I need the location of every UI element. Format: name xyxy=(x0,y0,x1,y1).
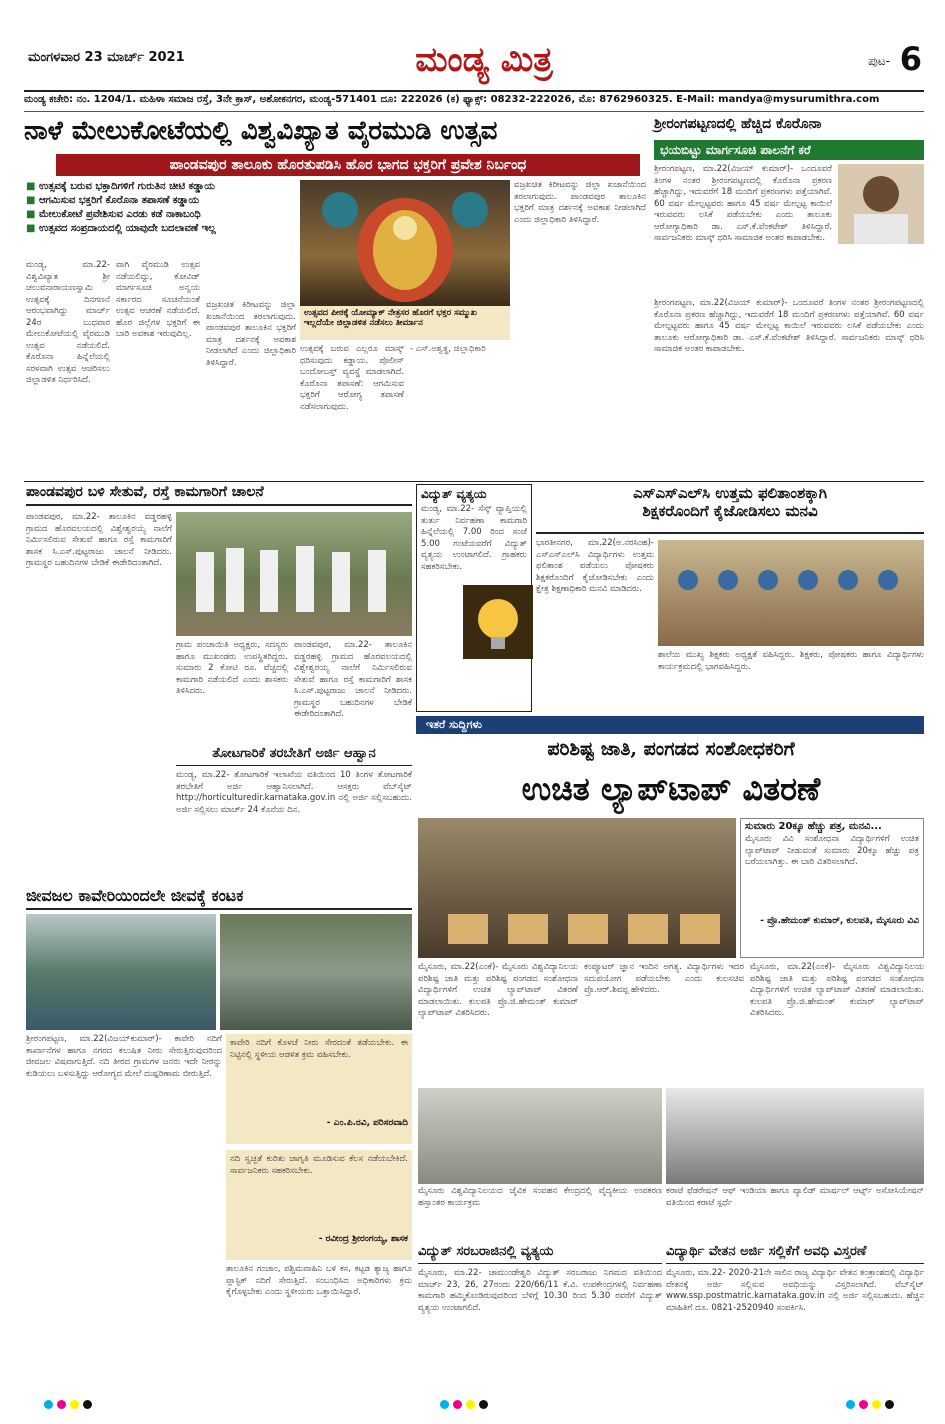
office-address: ಮಂಡ್ಯ ಕಚೇರಿ: ನಂ. 1204/1. ಮಹಿಳಾ ಸಮಾಜ ರಸ್ತೆ, 3ನೇ ಕ್ರಾಸ್, ಅಶೋಕನಗರ, ಮಂಡ್ಯ-571401 ದೂ: 222026 (ಕ) ಫ್ಯಾಕ್ಸ್: 08232-222026, ಮೊ: 8762960325. E-Mail: mandya@mysurumithra.com xyxy=(24,94,924,112)
karate-photo xyxy=(666,1088,924,1184)
lead-body-col2: ವಾಗಿ ವೈರಮುಡಿ ಉತ್ಸವ ನಡೆಯಲಿದ್ದು, ಕೋವಿಡ್ ಮಾರ್ಗಸೂಚಿ ಅನ್ವಯ ಸರ್ಕಾರದ ಸೂಚನೆಯಂತೆ ಉತ್ಸವ ಆಚರಣೆ ನಡೆಯಲಿದೆ. ಹೊರ ಜಿಲ್ಲೆಗಳ ಭಕ್ತರಿಗೆ ಈ ಬಾರಿ ಅವಕಾಶ ಇರುವುದಿಲ್ಲ. xyxy=(116,260,200,339)
laptop-body: ಮೈಸೂರು, ಮಾ.22(ಎಂಕೆ)- ಮೈಸೂರು ವಿಶ್ವವಿದ್ಯಾನಿಲಯ ಪರಿಶಿಷ್ಟ ಜಾತಿ ಮತ್ತು ಪರಿಶಿಷ್ಟ ಪಂಗಡದ ಸಂಶೋಧನಾ ವಿದ್ಯಾರ್ಥಿಗಳಿಗೆ ಉಚಿತ ಲ್ಯಾಪ್‌ಟಾಪ್ ವಿತರಣೆ ಮಾಡಲಾಯಿತು. ಕುಲಪತಿ ಪ್ರೊ.ಜಿ.ಹೇಮಂತ್ ಕುಮಾರ್ ಲ್ಯಾಪ್‌ಟಾಪ್ ವಿತರಿಸಿದರು. xyxy=(418,962,578,1018)
bulb-photo xyxy=(463,585,533,659)
officer-portrait xyxy=(838,164,924,244)
corona-headline: ಶ್ರೀರಂಗಪಟ್ಟಣದಲ್ಲಿ ಹೆಚ್ಚಿದ ಕೊರೊನಾ xyxy=(654,116,822,132)
bullet-item: ■ ಉತ್ಸವಕ್ಕೆ ಬರುವ ಭಕ್ತಾದಿಗಳಿಗೆ ಗುರುತಿನ ಚೀಟಿ ಕಡ್ಡಾಯ xyxy=(26,181,215,192)
sslc-header xyxy=(536,484,924,534)
cauvery-body-2: ತಾಲೂಕಿನ ಗಂಜಾಂ, ಪಶ್ಚಿಮವಾಹಿನಿ ಬಳಿ ಕಸ, ಕಟ್ಟಡ ತ್ಯಾಜ್ಯ ಹಾಗೂ ಪ್ಲಾಸ್ಟಿಕ್ ನದಿಗೆ ಸೇರುತ್ತಿದೆ. ಸಂಬಂಧಿಸಿದ ಅಧಿಕಾರಿಗಳು ಕ್ರಮ ಕೈಗೊಳ್ಳಬೇಕು ಎಂದು ಸ್ಥಳೀಯರು ಒತ್ತಾಯಿಸಿದ್ದಾರೆ. xyxy=(226,1264,412,1297)
sslc-headline-1: ಎಸ್‌ಎಸ್‌ಎಲ್‌ಸಿ ಉತ್ತಮ ಫಲಿತಾಂಶಕ್ಕಾಗಿ xyxy=(633,484,827,502)
quote-2-sign: - ರವೀಂದ್ರ ಶ್ರೀರಂಗಯ್ಯ, ಶಾಸಕ xyxy=(318,1234,408,1244)
scholar-body: ಮೈಸೂರು, ಮಾ.22- 2020-21ನೇ ಸಾಲಿನ ರಾಜ್ಯ ವಿದ್ಯಾರ್ಥಿ ವೇತನ ತಂತ್ರಾಂಶದಲ್ಲಿ ವಿದ್ಯಾರ್ಥಿ ವೇತನಕ್ಕೆ ಅರ್ಜಿ ಸಲ್ಲಿಸುವ ಅವಧಿಯನ್ನು ವಿಸ್ತರಿಸಲಾಗಿದೆ. ವೆಬ್‌ಸೈಟ್ www.ssp.postmatric.karnataka.gov.in ನಲ್ಲಿ ಅರ್ಜಿ ಸಲ್ಲಿಸಬಹುದು. ಹೆಚ್ಚಿನ ಮಾಹಿತಿಗೆ ದೂ. 0821-2520940 ಸಂಪರ್ಕಿಸಿ. xyxy=(666,1268,924,1313)
corona-subhead: ಭಯಬಿಟ್ಟು ಮಾರ್ಗಸೂಚಿ ಪಾಲನೆಗೆ ಕರೆ xyxy=(654,140,924,160)
lead-headline: ನಾಳೆ ಮೇಲುಕೋಟೆಯಲ್ಲಿ ವಿಶ್ವವಿಖ್ಯಾತ ವೈರಮುಡಿ ಉತ್ಸವ xyxy=(24,116,498,146)
cauvery-headline: ಜೀವಜಲ ಕಾವೇರಿಯಿಂದಲೇ ಜೀವಕ್ಕೆ ಕಂಟಕ xyxy=(26,886,412,910)
sslc-body-2: ಶಾಲೆಯ ಮುಖ್ಯ ಶಿಕ್ಷಕರು ಅಧ್ಯಕ್ಷತೆ ವಹಿಸಿದ್ದರು. ಶಿಕ್ಷಕರು, ಪೋಷಕರು ಹಾಗೂ ವಿದ್ಯಾರ್ಥಿಗಳು ಕಾರ್ಯಕ್ರಮದಲ್ಲಿ ಭಾಗವಹಿಸಿದ್ದರು. xyxy=(658,650,924,672)
color-registration-marks xyxy=(440,1400,500,1412)
power2-headline: ವಿದ್ಯುತ್ ಸರಬರಾಜಿನಲ್ಲಿ ವ್ಯತ್ಯಯ xyxy=(418,1244,662,1264)
page-number: 6 xyxy=(899,40,922,78)
quote-1-text: ಕಾವೇರಿ ನದಿಗೆ ಕೊಳಚೆ ನೀರು ಸೇರದಂತೆ ತಡೆಯಬೇಕು. ಈ ನಿಟ್ಟಿನಲ್ಲಿ ಸ್ಥಳೀಯ ಆಡಳಿತ ಕ್ರಮ ವಹಿಸಬೇಕು. xyxy=(230,1038,408,1060)
laptop-side-sign: - ಪ್ರೊ.ಹೇಮಂತ್ ಕುಮಾರ್, ಕುಲಪತಿ, ಮೈಸೂರು ವಿವಿ xyxy=(760,916,919,926)
laptop-side-body: ಮೈಸೂರು ವಿವಿ ಸಂಶೋಧನಾ ವಿದ್ಯಾರ್ಥಿಗಳಿಗೆ ಉಚಿತ ಲ್ಯಾಪ್‌ಟಾಪ್ ನೀಡುವಂತೆ ಸುಮಾರು 20ಕ್ಕೂ ಹೆಚ್ಚು ಪತ್ರ ಬರೆಯಲಾಗಿತ್ತು. ಈ ಬಾರಿ ವಿತರಿಸಲಾಗಿದೆ. xyxy=(745,834,919,867)
page-label: ಪುಟ- xyxy=(868,54,890,68)
bridge-photo xyxy=(176,512,412,636)
horti-headline: ತೋಟಗಾರಿಕೆ ತರಬೇತಿಗೆ ಅರ್ಜಿ ಆಹ್ವಾನ xyxy=(176,746,412,766)
lead-body-col5: ವಜ್ರಖಚಿತ ಕಿರೀಟವನ್ನು ಜಿಲ್ಲಾ ಖಜಾನೆಯಿಂದ ತರಲಾಗುವುದು. ಪಾಂಡವಪುರ ತಾಲೂಕಿನ ಭಕ್ತರಿಗೆ ಮಾತ್ರ ದರ್ಶನಕ್ಕೆ ಅವಕಾಶ ನೀಡಲಾಗಿದೆ ಎಂದು ಜಿಲ್ಲಾಧಿಕಾರಿ ತಿಳಿಸಿದ್ದಾರೆ. xyxy=(514,180,646,225)
newspaper-logo: ಮಂಡ್ಯ ಮಿತ್ರ xyxy=(415,40,553,80)
quote-2-text: ನದಿ ಸ್ವಚ್ಛತೆ ಕುರಿತು ಜಾಗೃತಿ ಮೂಡಿಸುವ ಕೆಲಸ ನಡೆಯಬೇಕಿದೆ. ಸಾರ್ವಜನಿಕರು ಸಹಕರಿಸಬೇಕು. xyxy=(230,1154,408,1176)
laptop-body-3: ಮೈಸೂರು, ಮಾ.22(ಎಂಕೆ)- ಮೈಸೂರು ವಿಶ್ವವಿದ್ಯಾನಿಲಯ ಪರಿಶಿಷ್ಟ ಜಾತಿ ಮತ್ತು ಪರಿಶಿಷ್ಟ ಪಂಗಡದ ಸಂಶೋಧನಾ ವಿದ್ಯಾರ್ಥಿಗಳಿಗೆ ಉಚಿತ ಲ್ಯಾಪ್‌ಟಾಪ್ ವಿತರಣೆ ಮಾಡಲಾಯಿತು. ಕುಲಪತಿ ಪ್ರೊ.ಜಿ.ಹೇಮಂತ್ ಕುಮಾರ್ ಲ್ಯಾಪ್‌ಟಾಪ್ ವಿತರಿಸಿದರು. xyxy=(750,962,924,1018)
deity-photo-caption: ಉತ್ಸವದ ಪೀಠಕ್ಕೆ ಯೋಮ್ಯಾಕ್ ನೇತ್ರಸರ ಹೊರಗೆ ಭಕ್ತರ ಸಮ್ಮುಖ ಇಲ್ಲದೆಯೇ ಜಿಲ್ಲಾಡಳಿತ ನಡೆಸಲು ತೀರ್ಮಾನ xyxy=(300,306,510,340)
power-headline: ವಿದ್ಯುತ್ ವ್ಯತ್ಯಯ xyxy=(421,487,487,501)
other-news-label: ಇತರೆ ಸುದ್ದಿಗಳು xyxy=(416,716,924,734)
karate-caption: ಕರಾಟೆ ಫೆಡರೇಷನ್ ಆಫ್ ಇಂಡಿಯಾ ಹಾಗೂ ವ್ಯಾಲಿಡ್ ಮಾರ್ಷಲ್ ಆರ್ಟ್ಸ್ ಅಸೋಸಿಯೇಷನ್ ವತಿಯಿಂದ ಕರಾಟೆ ಸ್ಪರ್ಧೆ xyxy=(666,1186,924,1208)
cauvery-quote-2 xyxy=(226,1150,412,1260)
equipment-caption: ಮೈಸೂರು ವಿಶ್ವವಿದ್ಯಾನಿಲಯದ ಜೈವಿಕ ಸಂವಹನ ಕೇಂದ್ರದಲ್ಲಿ ವೈದ್ಯಕೀಯ ಉಪಕರಣ ಹಸ್ತಾಂತರ ಕಾರ್ಯಕ್ರಮ xyxy=(418,1186,662,1208)
power2-body: ಮೈಸೂರು, ಮಾ.22- ಚಾಮುಂಡೇಶ್ವರಿ ವಿದ್ಯುತ್ ಸರಬರಾಜು ನಿಗಮದ ವತಿಯಿಂದ ಮಾರ್ಚ್ 23, 26, 27ರಂದು 220/66/11 ಕೆ.ವಿ. ಉಪಕೇಂದ್ರಗಳಲ್ಲಿ ನಿರ್ವಹಣಾ ಕಾಮಗಾರಿ ಹಮ್ಮಿಕೊಂಡಿರುವುದರಿಂದ ಬೆಳಿಗ್ಗೆ 10.30 ರಿಂದ 5.30 ರವರೆಗೆ ವಿದ್ಯುತ್ ವ್ಯತ್ಯಯ ಉಂಟಾಗಲಿದೆ. xyxy=(418,1268,662,1313)
bullet-item: ■ ಉತ್ಸವದ ಸಂಪ್ರದಾಯದಲ್ಲಿ ಯಾವುದೇ ಬದಲಾವಣೆ ಇಲ್ಲ xyxy=(26,223,216,234)
lead-bullets xyxy=(26,180,296,254)
sslc-body: ಭಾರತೀನಗರ, ಮಾ.22(ಅ.ನರಸಿಂಹ)- ಎಸ್‌ಎಸ್‌ಎಲ್‌ಸಿ ವಿದ್ಯಾರ್ಥಿಗಳು ಉತ್ತಮ ಫಲಿತಾಂಶ ಪಡೆಯಲು ಪೋಷಕರು ಶಿಕ್ಷಕರೊಂದಿಗೆ ಕೈಜೋಡಿಸಬೇಕು ಎಂದು ಕ್ಷೇತ್ರ ಶಿಕ್ಷಣಾಧಿಕಾರಿ ಮನವಿ ಮಾಡಿದರು. xyxy=(536,538,654,594)
quote-1-sign: - ಎಂ.ಪಿ.ರವಿ, ಪರಿಸರವಾದಿ xyxy=(326,1118,408,1128)
bulb-icon xyxy=(463,585,533,659)
equipment-photo xyxy=(418,1088,662,1184)
corona-body: ಶ್ರೀರಂಗಪಟ್ಟಣ, ಮಾ.22(ವಿಜಯ್ ಕುಮಾರ್)- ಒಂದೂವರೆ ತಿಂಗಳ ನಂತರ ಶ್ರೀರಂಗಪಟ್ಟಣದಲ್ಲಿ ಕೊರೊನಾ ಪ್ರಕರಣ ಹೆಚ್ಚಾಗಿದ್ದು, ಇದುವರೆಗೆ 18 ಮಂದಿಗೆ ಪ್ರಕರಣಗಳು ಪತ್ತೆಯಾಗಿವೆ. 60 ವರ್ಷ ಮೇಲ್ಪಟ್ಟವರು ಹಾಗೂ 45 ವರ್ಷ ಮೇಲ್ಪಟ್ಟ ಕಾಯಿಲೆ ಇರುವವರು ಲಸಿಕೆ ಪಡೆಯಬೇಕು ಎಂದು ತಾಲೂಕು ಆರೋಗ್ಯಾಧಿಕಾರಿ ಡಾ. ಎಸ್.ಕೆ.ವೆಂಕಟೇಶ್ ತಿಳಿಸಿದ್ದಾರೆ. ಸಾರ್ವಜನಿಕರು ಮಾಸ್ಕ್ ಧರಿಸಿ ಸಾಮಾಜಿಕ ಅಂತರ ಕಾಪಾಡಬೇಕು. xyxy=(654,164,832,243)
sslc-headline-2: ಶಿಕ್ಷಕರೊಂದಿಗೆ ಕೈಜೋಡಿಸಲು ಮನವಿ xyxy=(642,502,818,520)
lead-body-col4: ಉತ್ಸವಕ್ಕೆ ಬರುವ ಎಲ್ಲರೂ ಮಾಸ್ಕ್ ಧರಿಸುವುದು ಕಡ್ಡಾಯ. ಪೊಲೀಸ್ ಬಂದೋಬಸ್ತ್ ವ್ಯವಸ್ಥೆ ಮಾಡಲಾಗಿದೆ. ಕೊರೊನಾ ತಪಾಸಣೆ: ಆಗಮಿಸುವ ಭಕ್ತರಿಗೆ ಆರೋಗ್ಯ ತಪಾಸಣೆ ನಡೆಸಲಾಗುವುದು. xyxy=(300,344,404,412)
issue-date: ಮಂಗಳವಾರ 23 ಮಾರ್ಚ್ 2021 xyxy=(28,50,185,65)
river-photo-2 xyxy=(220,914,412,1030)
sslc-photo xyxy=(658,540,924,646)
laptop-body-2: ಕಂಪ್ಯೂಟರ್ ಜ್ಞಾನ ಇಂದಿನ ಅಗತ್ಯ. ವಿದ್ಯಾರ್ಥಿಗಳು ಇದರ ಸದುಪಯೋಗ ಪಡೆಯಬೇಕು ಎಂದು ಕುಲಸಚಿವ ಪ್ರೊ.ಆರ್.ಶಿವಪ್ಪ ಹೇಳಿದರು. xyxy=(584,962,744,995)
laptop-sidebox xyxy=(740,818,924,958)
color-registration-marks xyxy=(846,1400,906,1412)
laptop-headline-1: ಪರಿಶಿಷ್ಟ ಜಾತಿ, ಪಂಗಡದ ಸಂಶೋಧಕರಿಗೆ xyxy=(547,738,795,760)
power-box xyxy=(416,484,532,712)
bullet-item: ■ ಆಗಮಿಸುವ ಭಕ್ತರಿಗೆ ಕೊರೊನಾ ತಪಾಸಣೆ ಕಡ್ಡಾಯ xyxy=(26,195,200,206)
color-registration-marks xyxy=(44,1400,104,1412)
lead-subhead: ಪಾಂಡವಪುರ ತಾಲೂಕು ಹೊರತುಪಡಿಸಿ ಹೊರ ಭಾಗದ ಭಕ್ತರಿಗೆ ಪ್ರವೇಶ ನಿರ್ಬಂಧ xyxy=(56,154,640,176)
divider xyxy=(24,481,924,482)
scholar-headline: ವಿದ್ಯಾರ್ಥಿ ವೇತನ ಅರ್ಜಿ ಸಲ್ಲಿಕೆಗೆ ಅವಧಿ ವಿಸ್ತರಣೆ xyxy=(666,1244,924,1264)
bridge-body: ಪಾಂಡವಪುರ, ಮಾ.22- ತಾಲೂಕಿನ ವಡ್ಡರಹಳ್ಳಿ ಗ್ರಾಮದ ಹೊರವಲಯದಲ್ಲಿ ವಿಶ್ವೇಶ್ವರಯ್ಯ ನಾಲೆಗೆ ನಿರ್ಮಿಸಲಿರುವ ಸೇತುವೆ ಹಾಗೂ ರಸ್ತೆ ಕಾಮಗಾರಿಗೆ ಶಾಸಕ ಸಿ.ಎಸ್.ಪುಟ್ಟರಾಜು ಚಾಲನೆ ನೀಡಿದರು. ಗ್ರಾಮಸ್ಥರ ಬಹುದಿನಗಳ ಬೇಡಿಕೆ ಈಡೇರಿದಂತಾಗಿದೆ. xyxy=(26,512,172,568)
lead-byline: - ಎಸ್.ಅಶ್ವತ್ಥ, ಜಿಲ್ಲಾಧಿಕಾರಿ xyxy=(410,344,486,354)
cauvery-quote-1 xyxy=(226,1034,412,1144)
power-body: ಮಂಡ್ಯ, ಮಾ.22- ಸೆಸ್ಕ್ ವ್ಯಾಪ್ತಿಯಲ್ಲಿ ತುರ್ತು ನಿರ್ವಹಣಾ ಕಾಮಗಾರಿ ಹಿನ್ನೆಲೆಯಲ್ಲಿ 7.00 ರಿಂದ ಸಂಜೆ 5.00 ಗಂಟೆಯವರೆಗೆ ವಿದ್ಯುತ್ ವ್ಯತ್ಯಯ ಉಂಟಾಗಲಿದೆ. ಗ್ರಾಹಕರು ಸಹಕರಿಸಬೇಕು. xyxy=(421,504,527,572)
river-photo-1 xyxy=(26,914,216,1030)
cauvery-body: ಶ್ರೀರಂಗಪಟ್ಟಣ, ಮಾ.22(ವಿಜಯ್‌ಕುಮಾರ್)- ಕಾವೇರಿ ನದಿಗೆ ಕಾರ್ಖಾನೆಗಳ ಹಾಗೂ ನಗರದ ಕಲುಷಿತ ನೀರು ಸೇರುತ್ತಿರುವುದರಿಂದ ಜೀವಜಲ ವಿಷವಾಗುತ್ತಿದೆ. ನದಿ ತೀರದ ಗ್ರಾಮಗಳ ಜನರು ಇದೇ ನೀರನ್ನು ಕುಡಿಯಲು ಬಳಸುತ್ತಿದ್ದು ಆರೋಗ್ಯದ ಮೇಲೆ ದುಷ್ಪರಿಣಾಮ ಬೀರುತ್ತಿದೆ. xyxy=(26,1034,222,1079)
deity-photo xyxy=(300,180,510,306)
laptop-side-head: ಸುಮಾರು 20ಕ್ಕೂ ಹೆಚ್ಚು ಪತ್ರ, ಮನವಿ... xyxy=(745,821,882,832)
bridge-headline: ಪಾಂಡವಪುರ ಬಳಿ ಸೇತುವೆ, ರಸ್ತೆ ಕಾಮಗಾರಿಗೆ ಚಾಲನೆ xyxy=(26,484,412,506)
bridge-body-2: ಗ್ರಾಮ ಪಂಚಾಯಿತಿ ಅಧ್ಯಕ್ಷರು, ಸದಸ್ಯರು ಹಾಗೂ ಮುಖಂಡರು ಉಪಸ್ಥಿತರಿದ್ದರು. ಸುಮಾರು 2 ಕೋಟಿ ರೂ. ವೆಚ್ಚದಲ್ಲಿ ಕಾಮಗಾರಿ ನಡೆಯಲಿದೆ ಎಂದು ಶಾಸಕರು ತಿಳಿಸಿದರು. xyxy=(176,640,288,696)
lead-body-col3: ವಜ್ರಖಚಿತ ಕಿರೀಟವನ್ನು ಜಿಲ್ಲಾ ಖಜಾನೆಯಿಂದ ತರಲಾಗುವುದು. ಪಾಂಡವಪುರ ತಾಲೂಕಿನ ಭಕ್ತರಿಗೆ ಮಾತ್ರ ದರ್ಶನಕ್ಕೆ ಅವಕಾಶ ನೀಡಲಾಗಿದೆ ಎಂದು ಜಿಲ್ಲಾಧಿಕಾರಿ ತಿಳಿಸಿದ್ದಾರೆ. xyxy=(206,300,296,368)
masthead xyxy=(24,40,924,92)
bullet-item: ■ ಮೇಲುಕೋಟೆ ಪ್ರವೇಶಿಸುವ ಎರಡು ಕಡೆ ನಾಕಾಬಂಧಿ xyxy=(26,209,201,220)
corona-body-cont: ಶ್ರೀರಂಗಪಟ್ಟಣ, ಮಾ.22(ವಿಜಯ್ ಕುಮಾರ್)- ಒಂದೂವರೆ ತಿಂಗಳ ನಂತರ ಶ್ರೀರಂಗಪಟ್ಟಣದಲ್ಲಿ ಕೊರೊನಾ ಪ್ರಕರಣ ಹೆಚ್ಚಾಗಿದ್ದು, ಇದುವರೆಗೆ 18 ಮಂದಿಗೆ ಪ್ರಕರಣಗಳು ಪತ್ತೆಯಾಗಿವೆ. 60 ವರ್ಷ ಮೇಲ್ಪಟ್ಟವರು ಹಾಗೂ 45 ವರ್ಷ ಮೇಲ್ಪಟ್ಟ ಕಾಯಿಲೆ ಇರುವವರು ಲಸಿಕೆ ಪಡೆಯಬೇಕು ಎಂದು ತಾಲೂಕು ಆರೋಗ್ಯಾಧಿಕಾರಿ ಡಾ. ಎಸ್.ಕೆ.ವೆಂಕಟೇಶ್ ತಿಳಿಸಿದ್ದಾರೆ. ಸಾರ್ವಜನಿಕರು ಮಾಸ್ಕ್ ಧರಿಸಿ ಸಾಮಾಜಿಕ ಅಂತರ ಕಾಪಾಡಬೇಕು. xyxy=(654,298,924,354)
laptop-headline-2: ಉಚಿತ ಲ್ಯಾಪ್‌ಟಾಪ್ ವಿತರಣೆ xyxy=(521,770,821,808)
bridge-body-3: ಪಾಂಡವಪುರ, ಮಾ.22- ತಾಲೂಕಿನ ವಡ್ಡರಹಳ್ಳಿ ಗ್ರಾಮದ ಹೊರವಲಯದಲ್ಲಿ ವಿಶ್ವೇಶ್ವರಯ್ಯ ನಾಲೆಗೆ ನಿರ್ಮಿಸಲಿರುವ ಸೇತುವೆ ಹಾಗೂ ರಸ್ತೆ ಕಾಮಗಾರಿಗೆ ಶಾಸಕ ಸಿ.ಎಸ್.ಪುಟ್ಟರಾಜು ಚಾಲನೆ ನೀಡಿದರು. ಗ್ರಾಮಸ್ಥರ ಬಹುದಿನಗಳ ಬೇಡಿಕೆ ಈಡೇರಿದಂತಾಗಿದೆ. xyxy=(294,640,412,719)
deity-illustration xyxy=(300,180,510,306)
laptop-photo xyxy=(418,818,736,958)
horti-body: ಮಂಡ್ಯ, ಮಾ.22- ತೋಟಗಾರಿಕೆ ಇಲಾಖೆಯ ವತಿಯಿಂದ 10 ತಿಂಗಳ ತೋಟಗಾರಿಕೆ ತರಬೇತಿಗೆ ಅರ್ಜಿ ಆಹ್ವಾನಿಸಲಾಗಿದೆ. ಆಸಕ್ತರು ವೆಬ್‌ಸೈಟ್ http://horticulturedir.karnataka.gov.in ನಲ್ಲಿ ಅರ್ಜಿ ಸಲ್ಲಿಸಬಹುದು. ಅರ್ಜಿ ಸಲ್ಲಿಸಲು ಮಾರ್ಚ್ 24 ಕೊನೆಯ ದಿನ. xyxy=(176,770,412,815)
lead-body-col1: ಮಂಡ್ಯ, ಮಾ.22- ವಿಶ್ವವಿಖ್ಯಾತ ಶ್ರೀ ಚಲುವನಾರಾಯಣಸ್ವಾಮಿ ಉತ್ಸವಕ್ಕೆ ದಿನಗಣನೆ ಆರಂಭವಾಗಿದ್ದು ಮಾರ್ಚ್ 24ರ ಬುಧವಾರ ಮೇಲುಕೋಟೆಯಲ್ಲಿ ವೈರಮುಡಿ ಉತ್ಸವ ನಡೆಯಲಿದೆ. ಕೊರೊನಾ ಹಿನ್ನೆಲೆಯಲ್ಲಿ ಸರಳವಾಗಿ ಉತ್ಸವ ಆಚರಿಸಲು ಜಿಲ್ಲಾಡಳಿತ ನಿರ್ಧರಿಸಿದೆ. xyxy=(26,260,110,385)
